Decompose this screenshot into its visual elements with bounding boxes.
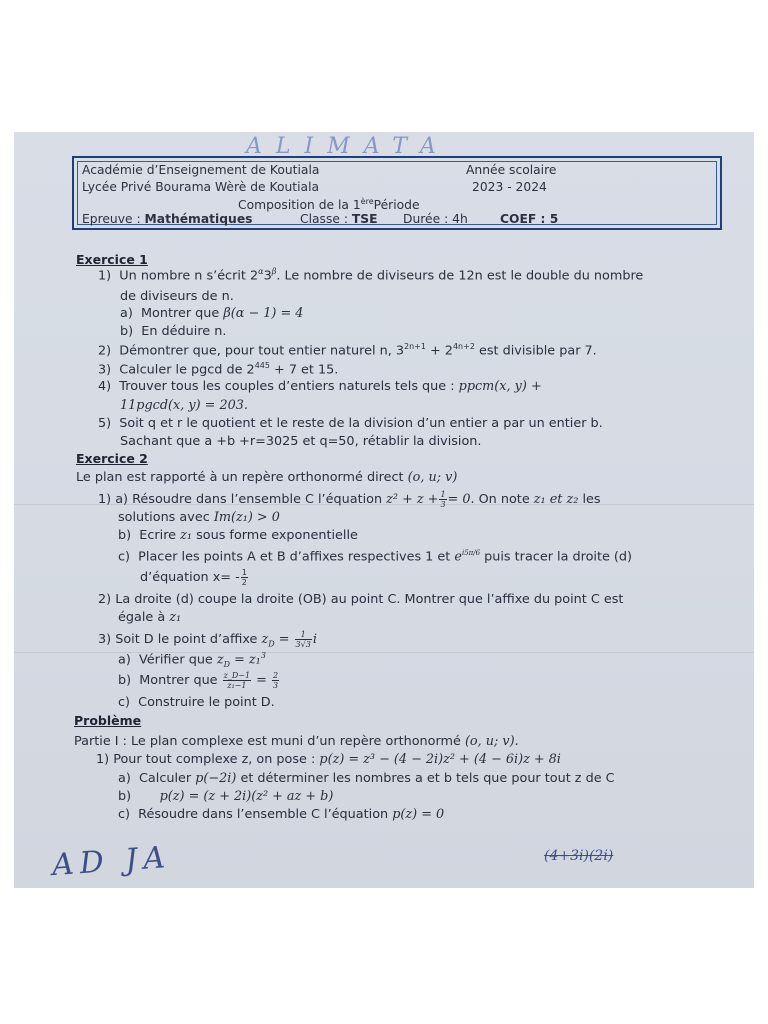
annee: 2023 - 2024 (472, 180, 547, 194)
probleme-q1: 1) Pour tout complexe z, on pose : p(z) = z³ − (4 − 2i)z² + (4 − 6i)z + 8i (96, 752, 561, 767)
ex2-q3b: b) Montrer que $\frac{z\_D-1}{\text{z₁−1}}$ = $\frac{2}{3}$ (118, 671, 279, 690)
fraction: $\frac{1}{3}$ (440, 490, 446, 509)
handwritten-scribble: (4+3i)(2i) (544, 848, 614, 864)
probleme-qc: c) Résoudre dans l’ensemble C l’équation p(z) = 0 (118, 807, 445, 822)
ex2-q3a: a) Vérifier que $z_D = z_1^3$ (118, 651, 266, 669)
duree: Durée : 4h (403, 212, 468, 226)
probleme-partie: Partie I : Le plan complexe est muni d’un repère orthonormé (o, u; v). (74, 734, 519, 749)
annee-label: Année scolaire (466, 163, 557, 177)
ex2-q1a-cont: solutions avec Im(z₁) > 0 (118, 510, 280, 525)
epreuve: Epreuve : Mathématiques (82, 212, 253, 226)
ex1-q4: 4) Trouver tous les couples d’entiers naturels tels que : ppcm(x, y) + (98, 379, 542, 394)
ex2-q3c: c) Construire le point D. (118, 695, 275, 710)
ex2-q2: 2) La droite (d) coupe la droite (OB) au point C. Montrer que l’affixe du point C est (98, 592, 624, 607)
ex1-q3: 3) Calculer le pgcd de $2^{445} + 7$ et 15. (98, 361, 339, 378)
ex2-q1b: b) Ecrire z₁ sous forme exponentielle (118, 528, 358, 543)
ex1-q1-cont: de diviseurs de n. (120, 289, 234, 304)
academie: Académie d’Enseignement de Koutiala (82, 163, 320, 177)
ex2-q2-cont: égale à z₁ (118, 610, 182, 625)
header-box (72, 156, 722, 230)
ex2-q1c-cont: d’équation x= - $\frac{1}{2}$ (140, 568, 247, 587)
handwritten-name: ALIMATA (246, 134, 450, 159)
coef: COEF : 5 (500, 212, 559, 226)
exam-sheet (14, 132, 754, 888)
exercice2-title: Exercice 2 (76, 451, 148, 466)
composition-title: Composition de la 1èrePériode (238, 197, 420, 213)
ex1-q1a: a) Montrer que β(α − 1) = 4 (120, 306, 304, 321)
fraction: $\frac{2}{3}$ (272, 671, 279, 690)
lycee: Lycée Privé Bourama Wèrè de Koutiala (82, 180, 320, 194)
ex1-q1: 1) Un nombre n s’écrit $2^\alpha 3^\beta$. Le nombre de diviseurs de 12n est le double du nombre (98, 267, 644, 284)
header-inner-frame (77, 161, 717, 225)
ex2-q1a: 1) a) Résoudre dans l’ensemble C l’équation z² + z + $\frac{1}{3}$ = 0. On note z₁ et z₂ les (98, 490, 601, 509)
ex1-q5: 5) Soit q et r le quotient et le reste de la division d’un entier a par un entier b. (98, 416, 603, 431)
ex1-q1b: b) En déduire n. (120, 324, 227, 339)
ex2-q3: 3) Soit D le point d’affixe $z_D$ = $\frac{1}{3√3}$ i (98, 630, 317, 649)
fraction: $\frac{1}{2}$ (241, 568, 247, 587)
exercice1-title: Exercice 1 (76, 252, 148, 267)
probleme-qa: a) Calculer p(−2i) et déterminer les nombres a et b tels que pour tout z de C (118, 771, 615, 786)
probleme-title: Problème (74, 713, 142, 728)
ex1-q5-cont: Sachant que a +b +r=3025 et q=50, rétablir la division. (120, 434, 482, 449)
handwritten-signature: AD JA (50, 839, 173, 884)
ex1-q4-cont: 11pgcd(x, y) = 203. (120, 398, 248, 413)
fraction: $\frac{1}{3√3}$ (295, 630, 311, 649)
fraction: $\frac{z\_D-1}{\text{z₁−1}}$ (223, 671, 251, 690)
probleme-qb: b) p(z) = (z + 2i)(z² + az + b) (118, 789, 334, 804)
ex2-q1c: c) Placer les points A et B d’affixes respectives 1 et $e^{i5\pi/6}$ puis tracer la droite (d) (118, 549, 633, 565)
ex2-intro: Le plan est rapporté à un repère orthonormé direct (o, u; v) (76, 470, 458, 485)
ex1-q2: 2) Démontrer que, pour tout entier naturel n, $3^{2n+1} + 2^{4n+2}$ est divisible par 7. (98, 342, 597, 359)
classe: Classe : TSE (300, 212, 378, 226)
